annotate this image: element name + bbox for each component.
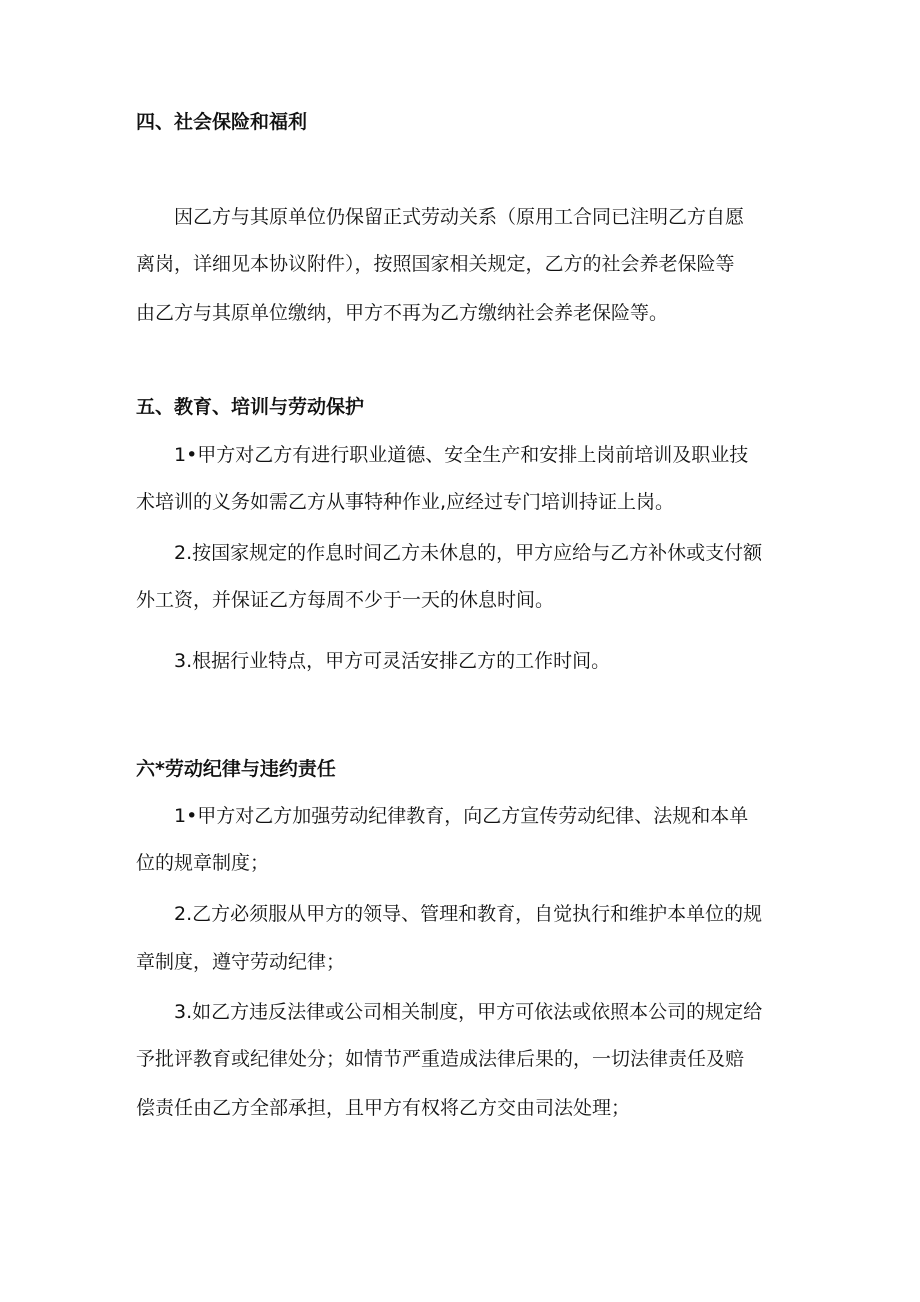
paragraph-line: 3.根据行业特点，甲方可灵活安排乙方的工作时间。: [174, 650, 611, 672]
paragraph-line: 2.按国家规定的作息时间乙方未休息的，甲方应给与乙方补休或支付额: [174, 542, 763, 564]
paragraph-line: 1•甲方对乙方有进行职业道德、安全生产和安排上岗前培训及职业技: [174, 444, 749, 466]
paragraph-line: 外工资，并保证乙方每周不少于一天的休息时间。: [136, 589, 555, 611]
paragraph-line: 1•甲方对乙方加强劳动纪律教育，向乙方宣传劳动纪律、法规和本单: [174, 805, 749, 827]
section-heading-4: 四、社会保险和福利: [136, 111, 308, 133]
section-heading-5: 五、教育、培训与劳动保护: [136, 396, 365, 418]
paragraph-line: 3.如乙方违反法律或公司相关制度，甲方可依法或依照本公司的规定给: [174, 1001, 763, 1023]
paragraph-line: 偿责任由乙方全部承担，且甲方有权将乙方交由司法处理；: [136, 1097, 631, 1119]
paragraph-line: 位的规章制度；: [136, 852, 270, 874]
section-heading-6: 六*劳动纪律与违约责任: [136, 758, 336, 780]
paragraph-line: 由乙方与其原单位缴纳，甲方不再为乙方缴纳社会养老保险等。: [136, 302, 669, 324]
paragraph-line: 2.乙方必须服从甲方的领导、管理和教育，自觉执行和维护本单位的规: [174, 903, 763, 925]
paragraph-line: 因乙方与其原单位仍保留正式劳动关系（原用工合同已注明乙方自愿: [174, 206, 745, 228]
paragraph-line: 离岗，详细见本协议附件），按照国家相关规定，乙方的社会养老保险等: [136, 253, 735, 275]
paragraph-line: 术培训的义务如需乙方从事特种作业,应经过专门培训持证上岗。: [136, 491, 675, 513]
paragraph-line: 予批评教育或纪律处分；如情节严重造成法律后果的，一切法律责任及赔: [136, 1048, 745, 1070]
paragraph-line: 章制度，遵守劳动纪律；: [136, 951, 346, 973]
